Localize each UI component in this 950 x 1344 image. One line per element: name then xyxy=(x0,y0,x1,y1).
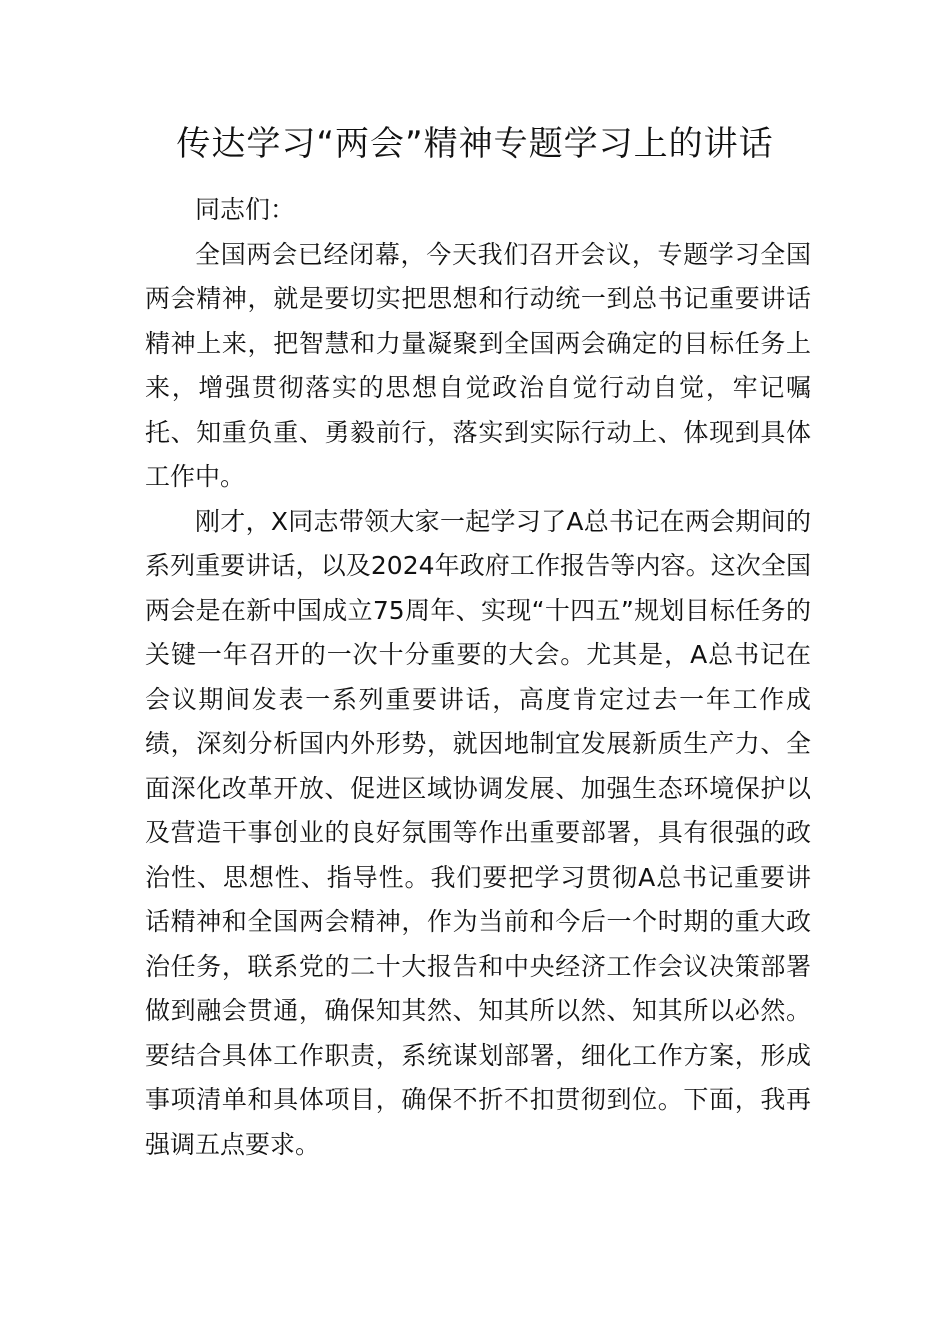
document-body xyxy=(145,188,811,1167)
salutation: 同志们： xyxy=(195,195,296,224)
paragraph-1: 全国两会已经闭幕，今天我们召开会议，专题学习全国两会精神，就是要切实把思想和行动统一到总书记重要讲话精神上来，把智慧和力量凝聚到全国两会确定的目标任务上来，增强贯彻落实的思想自觉政治自觉行动自觉，牢记嘱托、知重负重、勇毅前行，落实到实际行动上、体现到具体工作中。 xyxy=(145,239,811,491)
document-title: 传达学习“两会”精神专题学习上的讲话 xyxy=(176,124,774,164)
paragraph-2: 刚才，X同志带领大家一起学习了A总书记在两会期间的系列重要讲话，以及2024年政府工作报告等内容。这次全国两会是在新中国成立75周年、实现“十四五”规划目标任务的关键一年召开的一次十分重要的大会。尤其是，A总书记在会议期间发表一系列重要讲话，高度肯定过去一年工作成绩，深刻分析国内外形势，就因地制宜发展新质生产力、全面深化改革开放、促进区域协调发展、加强生态环境保护以及营造干事创业的良好氛围等作出重要部署，具有很强的政治性、思想性、指导性。我们要把学习贯彻A总书记重要讲话精神和全国两会精神，作为当前和今后一个时期的重大政治任务，联系党的二十大报告和中央经济工作会议决策部署做到融会贯通，确保知其然、知其所以然、知其所以必然。要结合具体工作职责，系统谋划部署，细化工作方案，形成事项清单和具体项目，确保不折不扣贯彻到位。下面，我再强调五点要求。 xyxy=(145,506,811,1159)
